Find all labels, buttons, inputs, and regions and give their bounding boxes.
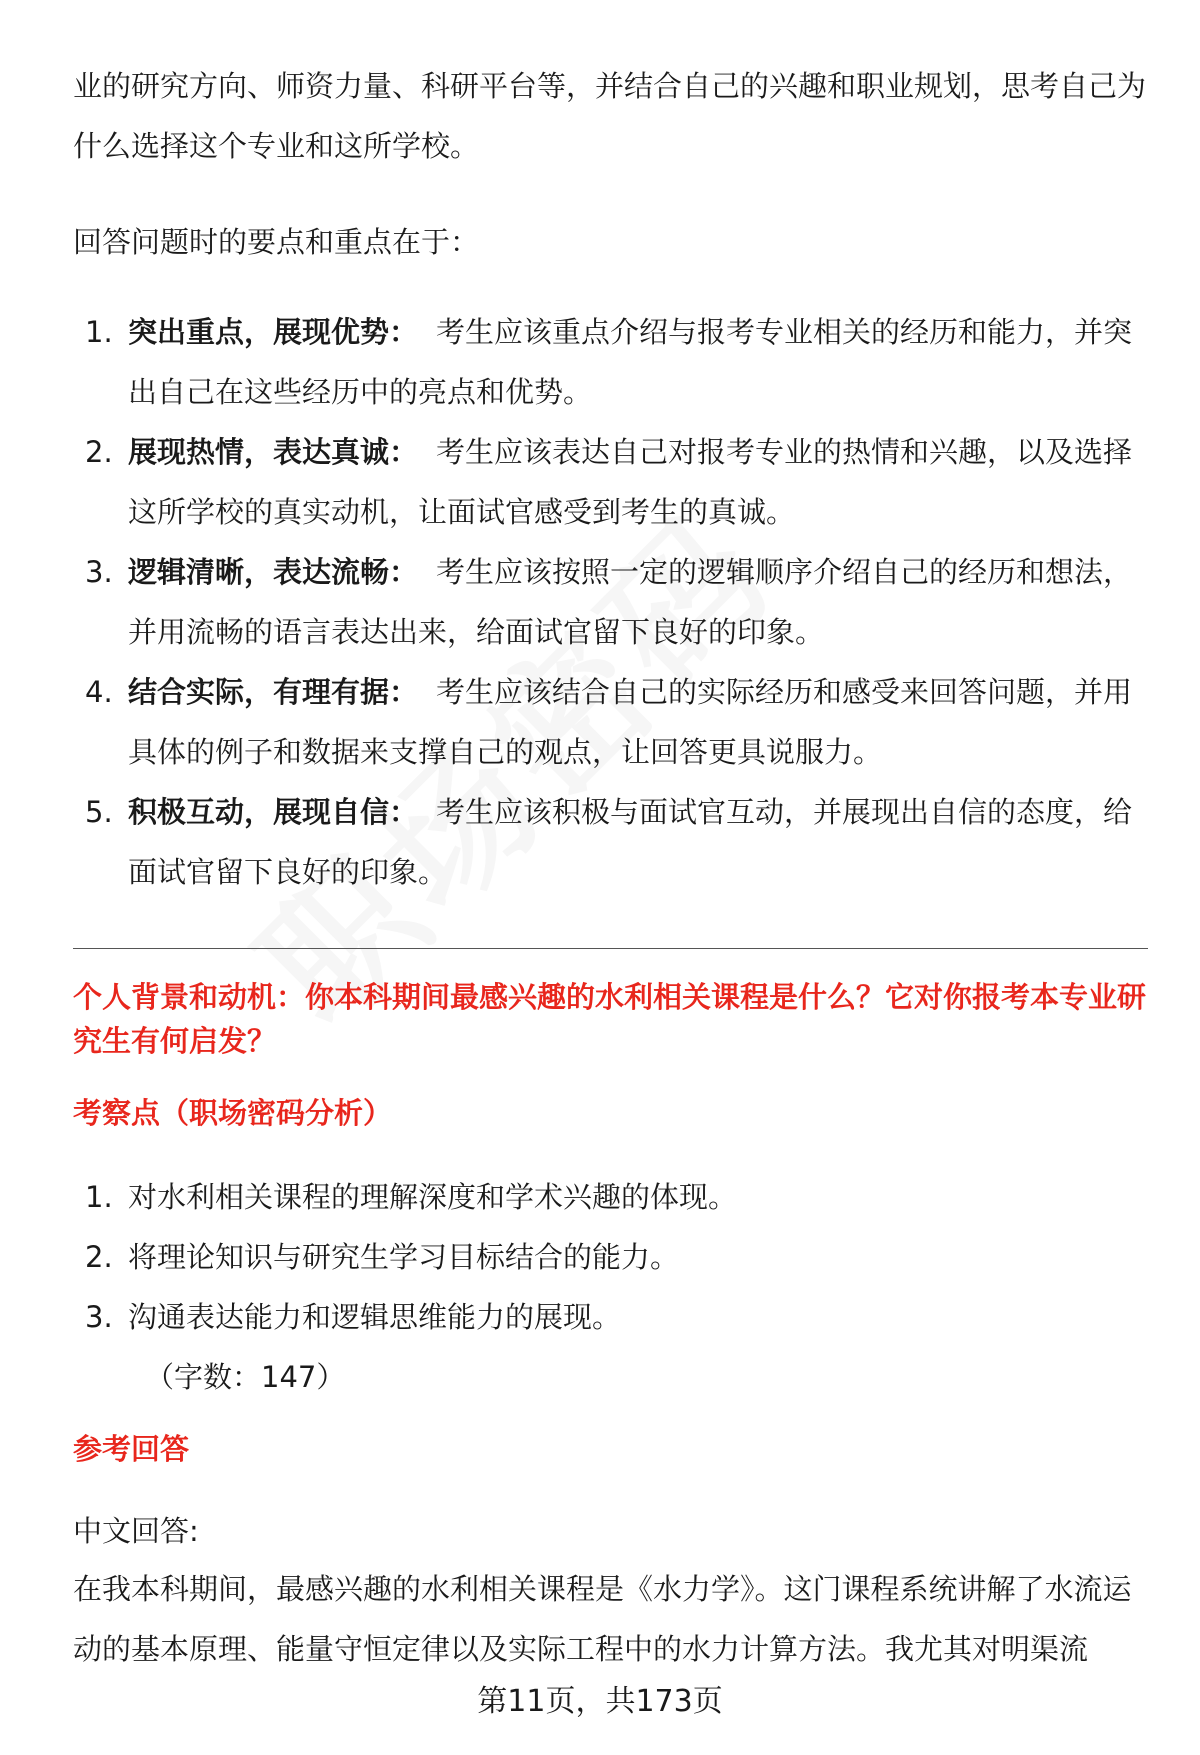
list-item <box>73 1227 1148 1287</box>
list-number: 3. <box>85 555 113 589</box>
point-text: 考生应该重点介绍与报考专业相关的经历和能力，并突出自己在这些经历中的亮点和优势。 <box>128 315 1133 409</box>
list-item <box>73 542 1148 662</box>
page-footer: 第11页，共173页 <box>477 1684 723 1719</box>
word-count: （字数：147） <box>145 1360 346 1394</box>
list-number: 3. <box>85 1300 113 1334</box>
list-item <box>73 782 1148 902</box>
point-title: 积极互动，展现自信： <box>128 795 419 829</box>
list-number: 1. <box>85 1180 113 1214</box>
chinese-answer-label: 中文回答: <box>73 1514 199 1548</box>
question-heading: 个人背景和动机：你本科期间最感兴趣的水利相关课程是什么？它对你报考本专业研究生有何启发？ <box>73 980 1147 1058</box>
point-text: 考生应该结合自己的实际经历和感受来回答问题，并用具体的例子和数据来支撑自己的观点，让回答更具说服力。 <box>128 675 1133 769</box>
key-points-list <box>73 302 1148 902</box>
document-body <box>73 56 1148 1679</box>
list-number: 4. <box>85 675 113 709</box>
list-item <box>73 422 1148 542</box>
list-text: 对水利相关课程的理解深度和学术兴趣的体现。 <box>128 1180 738 1214</box>
point-text: 考生应该按照一定的逻辑顺序介绍自己的经历和想法，并用流畅的语言表达出来，给面试官留下良好的印象。 <box>128 555 1133 649</box>
point-title: 逻辑清晰，表达流畅： <box>128 555 419 589</box>
kaochadian-heading: 考察点（职场密码分析） <box>73 1096 393 1130</box>
list-text: 沟通表达能力和逻辑思维能力的展现。 <box>128 1300 622 1334</box>
point-text: 考生应该积极与面试官互动，并展现出自信的态度，给面试官留下良好的印象。 <box>128 795 1133 889</box>
points-intro: 回答问题时的要点和重点在于： <box>73 225 480 259</box>
list-number: 2. <box>85 435 113 469</box>
reference-heading: 参考回答 <box>73 1432 190 1466</box>
list-text: 将理论知识与研究生学习目标结合的能力。 <box>128 1240 680 1274</box>
list-item <box>73 662 1148 782</box>
list-number: 1. <box>85 315 113 349</box>
list-number: 2. <box>85 1240 113 1274</box>
intro-paragraph: 业的研究方向、师资力量、科研平台等，并结合自己的兴趣和职业规划，思考自己为什么选择这个专业和这所学校。 <box>73 69 1147 163</box>
point-title: 结合实际，有理有据： <box>128 675 419 709</box>
answer-paragraph: 在我本科期间，最感兴趣的水利相关课程是《水力学》。这门课程系统讲解了水流运动的基本原理、能量守恒定律以及实际工程中的水力计算方法。我尤其对明渠流 <box>73 1572 1132 1666</box>
kaochadian-list <box>73 1167 1148 1347</box>
point-title: 突出重点，展现优势： <box>128 315 419 349</box>
list-item <box>73 302 1148 422</box>
point-title: 展现热情，表达真诚： <box>128 435 419 469</box>
section-divider <box>73 948 1148 949</box>
list-item <box>73 1287 1148 1347</box>
point-text: 考生应该表达自己对报考专业的热情和兴趣，以及选择这所学校的真实动机，让面试官感受到考生的真诚。 <box>128 435 1133 529</box>
list-item <box>73 1167 1148 1227</box>
list-number: 5. <box>85 795 113 829</box>
